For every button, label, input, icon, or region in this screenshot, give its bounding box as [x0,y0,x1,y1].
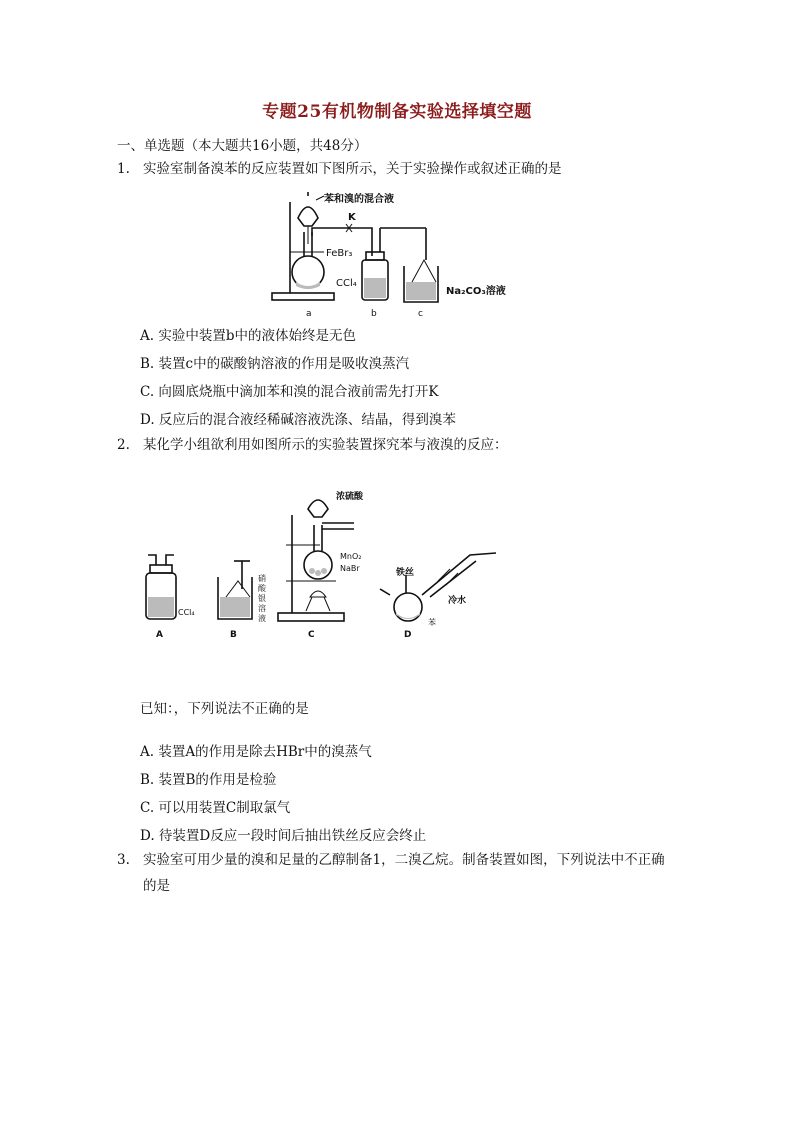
label-d: D [404,630,412,640]
label-na2co3: Na₂CO₃溶液 [446,286,506,297]
svg-text:银: 银 [258,594,266,603]
q1-option-d: D. 反应后的混合液经稀碱溶液洗涤、结晶，得到溴苯 [140,412,456,428]
figure-benzene-bromine-apparatus [140,485,500,645]
label-a: A [156,630,163,640]
label-c: c [418,309,423,319]
label-benzene: 苯 [428,618,436,627]
question-stem-line-2: 的是 [143,878,170,894]
q1-option-a: A. 实验中装置b中的液体始终是无色 [140,328,356,344]
svg-text:液: 液 [258,614,266,623]
svg-text:酸: 酸 [258,584,266,593]
q2-option-a: A. 装置A的作用是除去HBr中的溴蒸气 [140,744,372,760]
label-a: a [306,309,312,319]
question-stem-line-1: 实验室可用少量的溴和足量的乙醇制备1，二溴乙烷。制备装置如图，下列说法中不正确 [143,852,665,868]
svg-text:溶: 溶 [258,604,266,613]
label-b-agno3 [258,573,267,623]
q2-known-condition: 已知：，下列说法不正确的是 [140,701,309,717]
label-ccl4: CCl₄ [336,278,357,289]
q1-option-c: C. 向圆底烧瓶中滴加苯和溴的混合液前需先打开K [140,384,439,400]
label-cold-water: 冷水 [448,596,467,606]
section-heading: 一、单选题（本大题共16小题，共48分） [117,138,368,154]
question-stem: 实验室制备溴苯的反应装置如下图所示，关于实验操作或叙述正确的是 [143,161,562,177]
label-mno2: MnO₂ [340,552,362,561]
label-febr3: FeBr₃ [326,248,353,259]
label-b: B [230,630,237,640]
question-number: 3. [117,852,130,868]
question-number: 1. [117,161,130,177]
question-stem: 某化学小组欲利用如图所示的实验装置探究苯与液溴的反应： [143,437,508,453]
label-k: K [348,212,356,223]
q1-option-b: B. 装置c中的碳酸钠溶液的作用是吸收溴蒸汽 [140,356,410,372]
q2-option-c: C. 可以用装置C制取氯气 [140,800,291,816]
figure-bromobenzene-apparatus [268,190,548,325]
label-b: b [371,309,377,319]
q2-option-d: D. 待装置D反应一段时间后抽出铁丝反应会终止 [140,828,427,844]
label-c: C [308,630,315,640]
q2-option-b: B. 装置B的作用是检验 [140,772,277,788]
label-nabr: NaBr [340,564,360,573]
label-mixture: 苯和溴的混合液 [324,194,394,205]
page-title: 专题25有机物制备实验选择填空题 [262,102,532,122]
label-a-ccl4: CCl₄ [178,608,195,617]
svg-text:硝: 硝 [258,574,266,583]
label-h2so4: 浓硫酸 [336,492,364,502]
label-iron-wire: 铁丝 [396,568,415,578]
question-number: 2. [117,437,130,453]
